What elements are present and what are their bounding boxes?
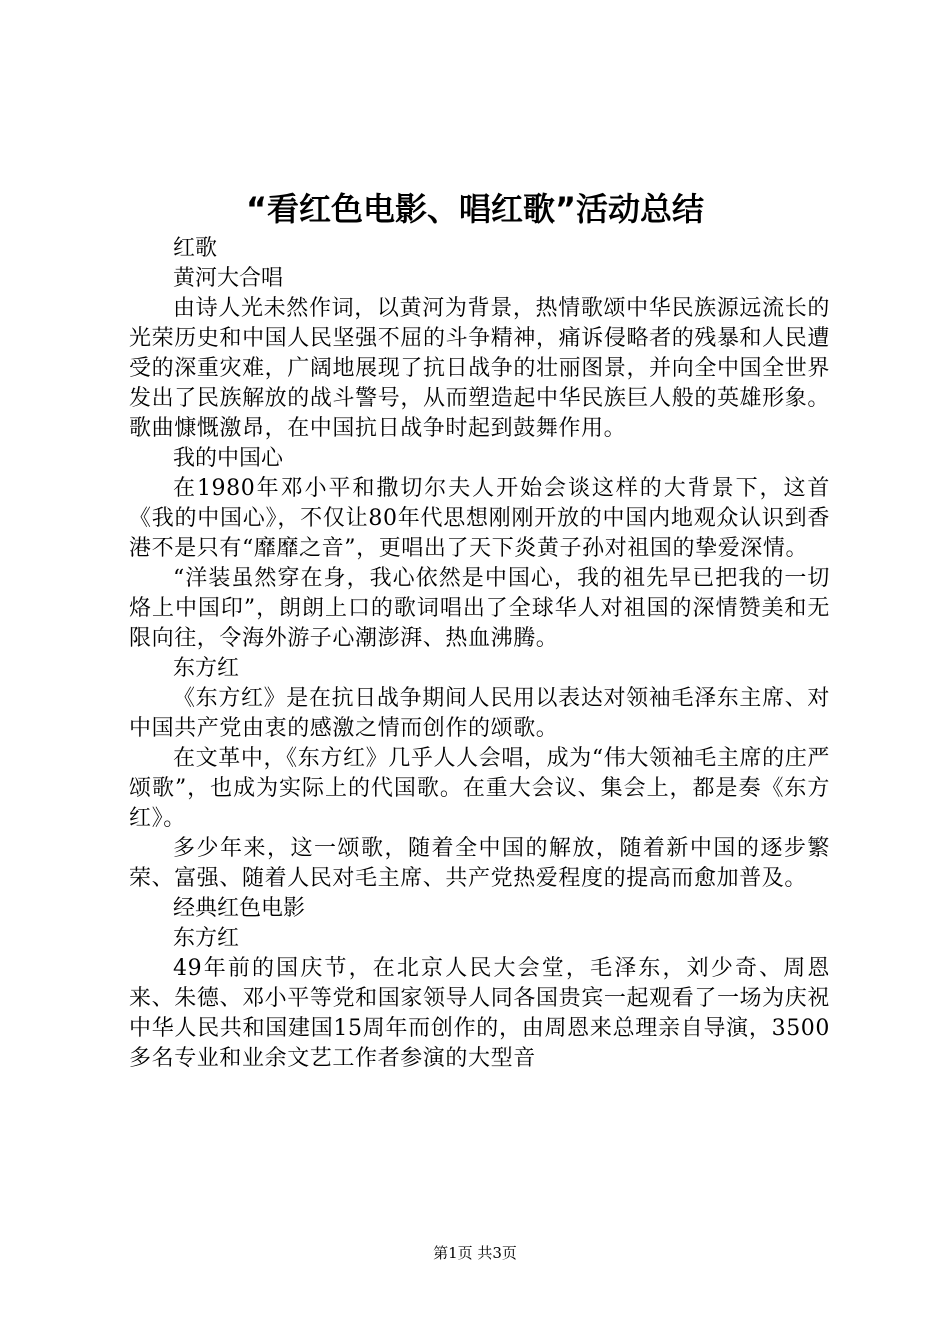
section-heading: 经典红色电影 bbox=[173, 896, 306, 921]
paragraph: 在文革中，《东方红》几乎人人会唱，成为“伟大领袖毛主席的庄严颂歌”，也成为实际上的代国歌。在重大会议、集会上，都是奏《东方红》。 bbox=[129, 746, 830, 831]
page-number-footer: 第1页 共3页 bbox=[433, 1244, 517, 1262]
paragraph: 在1980年邓小平和撒切尔夫人开始会谈这样的大背景下，这首《我的中国心》，不仅让80年代思想刚刚开放的中国内地观众认识到香港不是只有“靡靡之音”，更唱出了天下炎黄子孙对祖国的挚爱深情。 bbox=[129, 476, 830, 561]
document-title: “看红色电影、唱红歌”活动总结 bbox=[245, 190, 705, 228]
film-heading: 东方红 bbox=[173, 926, 240, 951]
paragraph: 多少年来，这一颂歌，随着全中国的解放，随着新中国的逐步繁荣、富强、随着人民对毛主席、共产党热爱程度的提高而愈加普及。 bbox=[129, 836, 830, 891]
paragraph: 由诗人光未然作词，以黄河为背景，热情歌颂中华民族源远流长的光荣历史和中国人民坚强不屈的斗争精神，痛诉侵略者的残暴和人民遭受的深重灾难，广阔地展现了抗日战争的壮丽图景，并向全中国全世界发出了民族解放的战斗警号，从而塑造起中华民族巨人般的英雄形象。歌曲慷慨激昂，在中国抗日战争时起到鼓舞作用。 bbox=[129, 296, 830, 441]
song-heading: 东方红 bbox=[173, 656, 240, 681]
paragraph: 《东方红》是在抗日战争期间人民用以表达对领袖毛泽东主席、对中国共产党由衷的感激之情而创作的颂歌。 bbox=[129, 686, 830, 741]
paragraph: “洋装虽然穿在身，我心依然是中国心，我的祖先早已把我的一切烙上中国印”，朗朗上口的歌词唱出了全球华人对祖国的深情赞美和无限向往，令海外游子心潮澎湃、热血沸腾。 bbox=[129, 566, 830, 651]
section-heading: 红歌 bbox=[173, 236, 218, 261]
document-body bbox=[129, 234, 830, 1074]
song-heading: 黄河大合唱 bbox=[173, 266, 284, 291]
song-heading: 我的中国心 bbox=[173, 446, 284, 471]
paragraph: 49年前的国庆节，在北京人民大会堂，毛泽东，刘少奇、周恩来、朱德、邓小平等党和国家领导人同各国贵宾一起观看了一场为庆祝中华人民共和国建国15周年而创作的，由周恩来总理亲自导演，3500多名专业和业余文艺工作者参演的大型音 bbox=[129, 956, 830, 1071]
